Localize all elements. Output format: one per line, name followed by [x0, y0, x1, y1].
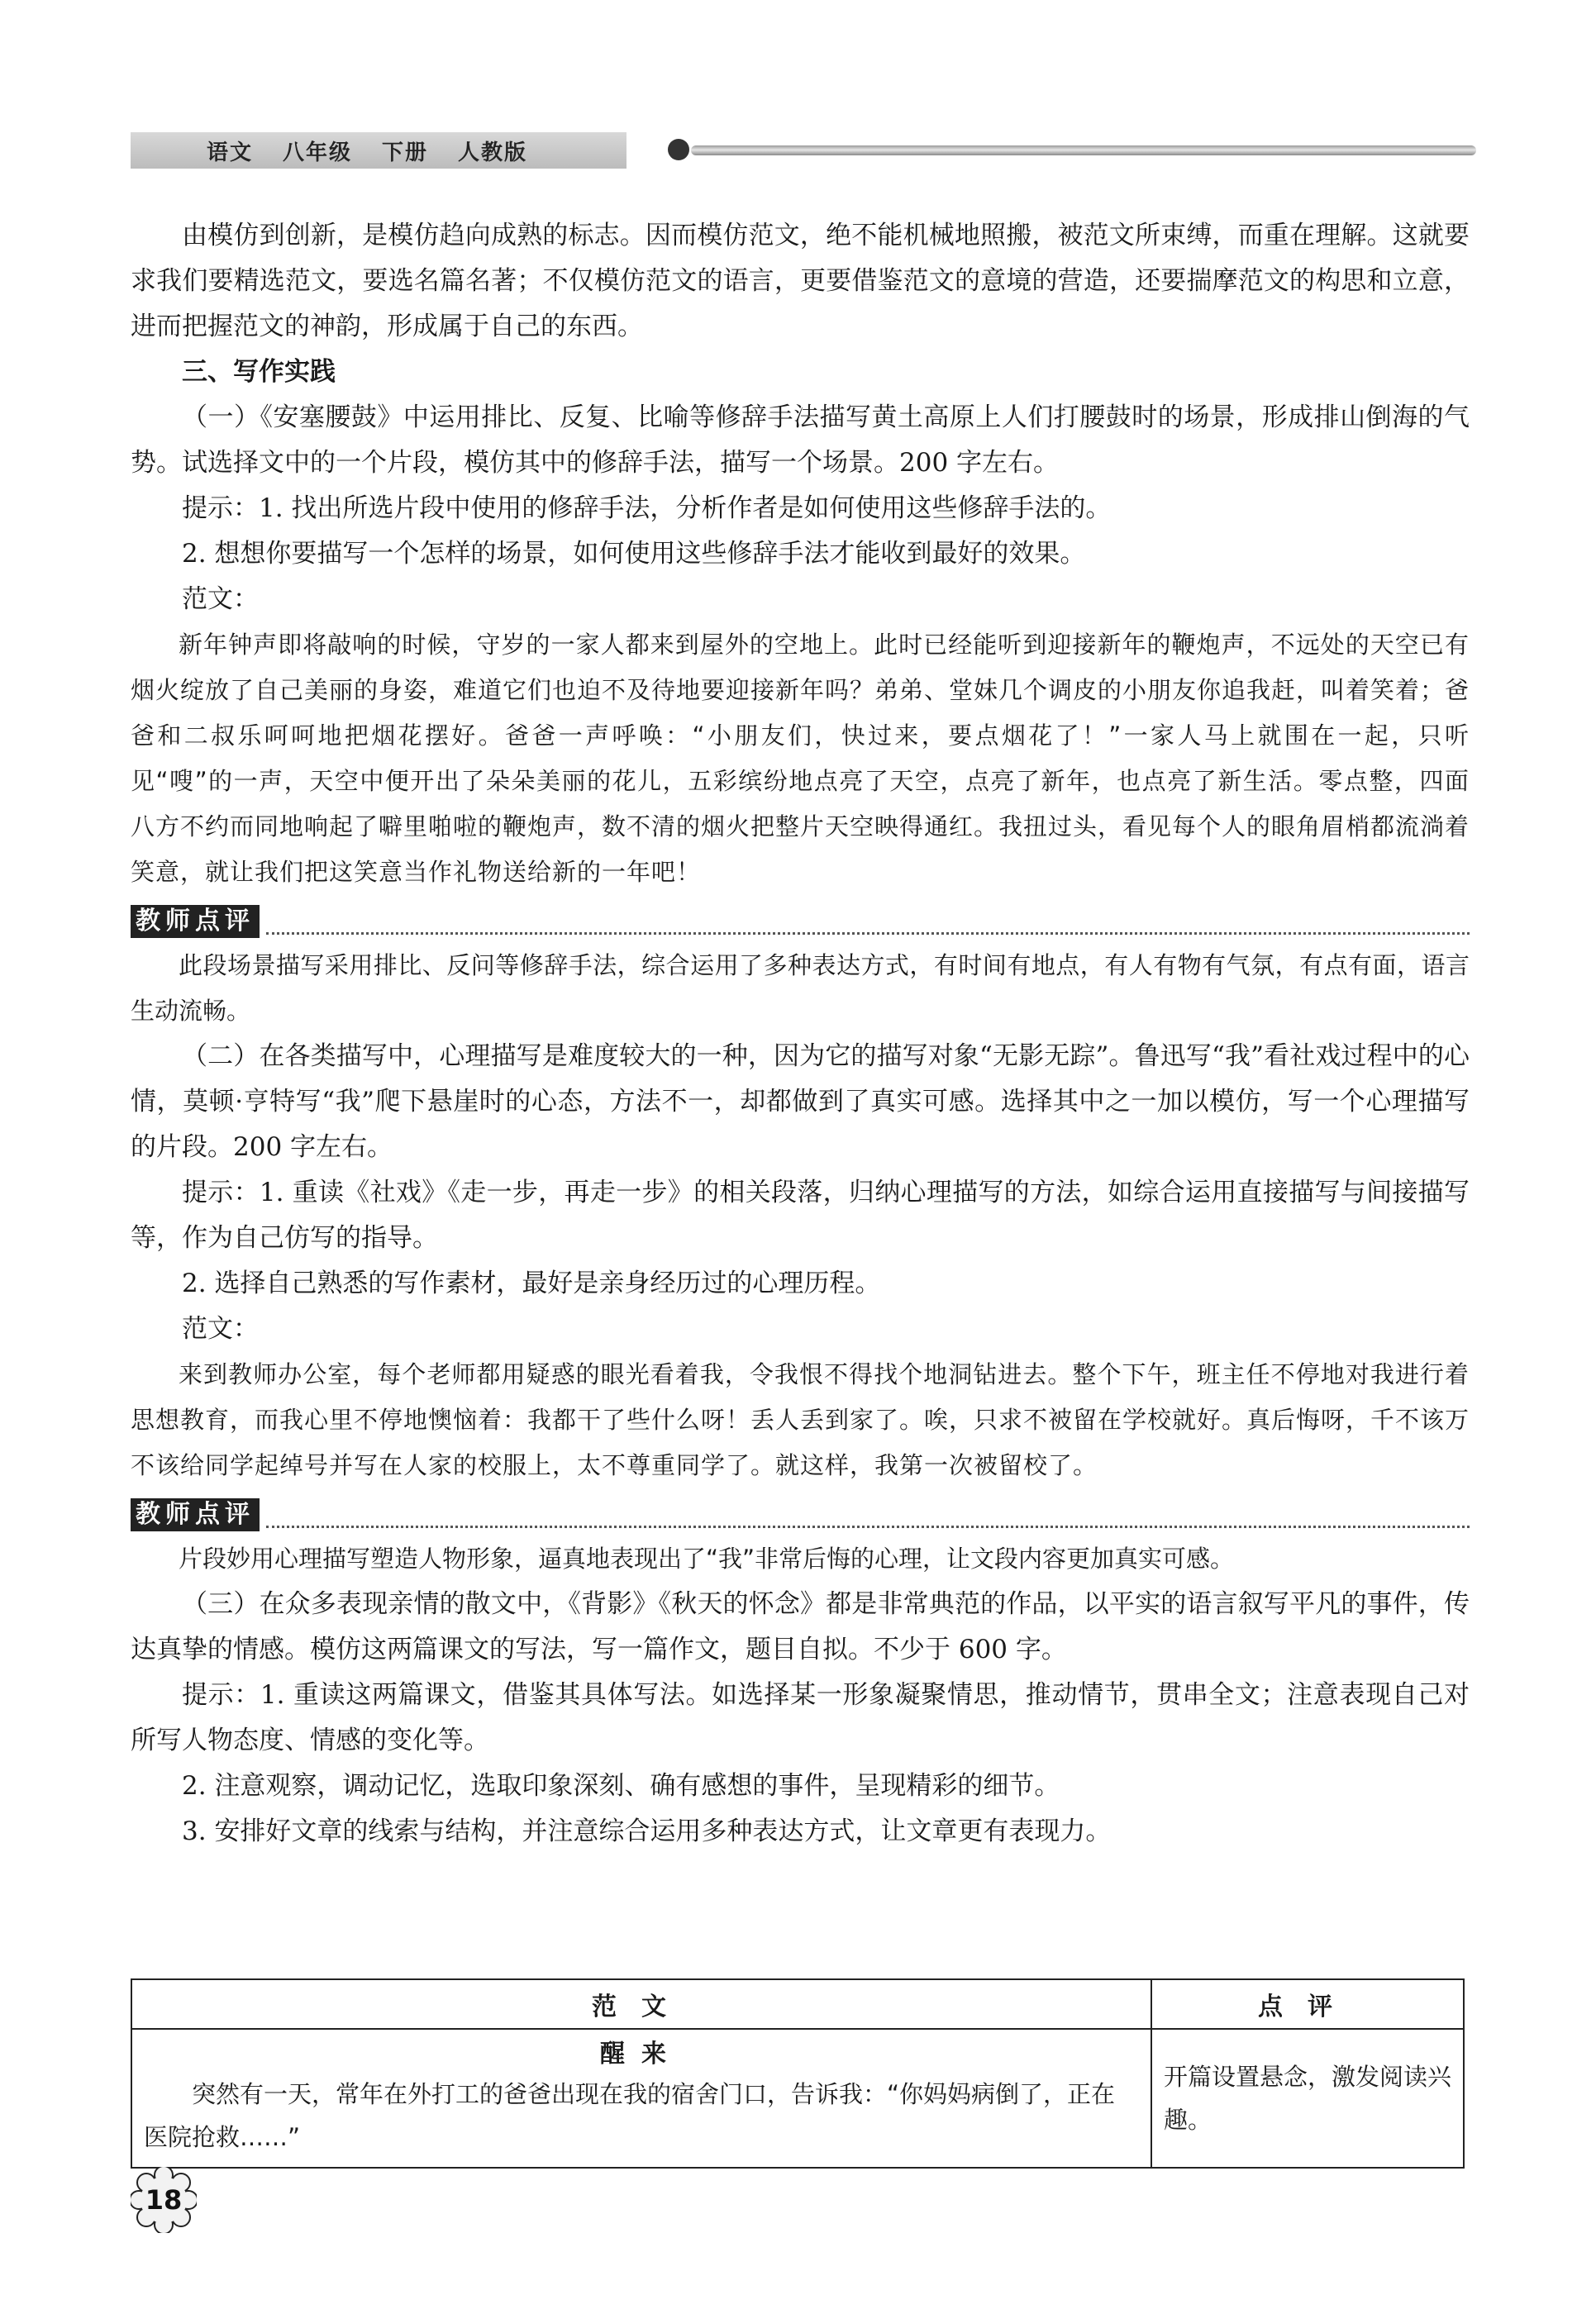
col-header-comment: 点评 — [1151, 1979, 1464, 2029]
teacher-review-label — [131, 1493, 1470, 1531]
essay-table — [131, 1978, 1465, 2169]
header-rule — [691, 145, 1476, 155]
dotted-rule — [266, 932, 1470, 935]
section-title: 三、写作实践 — [182, 357, 336, 387]
header-volume: 下册 — [382, 140, 429, 165]
task1-hint2: 2. 想想你要描写一个怎样的场景，如何使用这些修辞手法才能收到最好的效果。 — [182, 539, 1086, 569]
task3-prompt: （三）在众多表现亲情的散文中，《背影》《秋天的怀念》都是非常典范的作品，以平实的语言叙写平凡的事件，传达真挚的情感。模仿这两篇课文的写法，写一篇作文，题目自拟。不少于 600 字。 — [131, 1589, 1470, 1664]
task1-sample: 新年钟声即将敲响的时候，守岁的一家人都来到屋外的空地上。此时已经能听到迎接新年的鞭炮声，不远处的天空已有烟火绽放了自己美丽的身姿，难道它们也迫不及待地要迎接新年吗？弟弟、堂妹几个调皮的小朋友你追我赶，叫着笑着；爸爸和二叔乐呵呵地把烟花摆好。爸爸一声呼唤：“小朋友们，快过来，要点烟花了！”一家人马上就围在一起，只听见“嗖”的一声，天空中便开出了朵朵美丽的花儿，五彩缤纷地点亮了天空，点亮了新年，也点亮了新生活。零点整，四面八方不约而同地响起了噼里啪啦的鞭炮声，数不清的烟火把整片天空映得通红。我扭过头，看见每个人的眼角眉梢都流淌着笑意，就让我们把这笑意当作礼物送给新的一年吧！ — [131, 631, 1470, 886]
task2-hint2: 2. 选择自己熟悉的写作素材，最好是亲身经历过的心理历程。 — [182, 1269, 881, 1298]
task3-hint1: 提示：1. 重读这两篇课文，借鉴其具体写法。如选择某一形象凝聚情思，推动情节，贯串全文；注意表现自己对所写人物态度、情感的变化等。 — [131, 1680, 1470, 1755]
task1-review: 此段场景描写采用排比、反问等修辞手法，综合运用了多种表达方式，有时间有地点，有人有物有气氛，有点有面，语言生动流畅。 — [131, 951, 1470, 1025]
header-grade: 八年级 — [283, 140, 353, 165]
essay-body: 突然有一天，常年在外打工的爸爸出现在我的宿舍门口，告诉我：“你妈妈病倒了，正在医院抢救……” — [131, 2073, 1151, 2168]
header-subject: 语文 — [207, 140, 254, 165]
intro-paragraph: 由模仿到创新，是模仿趋向成熟的标志。因而模仿范文，绝不能机械地照搬，被范文所束缚，而重在理解。这就要求我们要精选范文，要选名篇名著；不仅模仿范文的语言，更要借鉴范文的意境的营造，还要揣摩范文的构思和立意，进而把握范文的神韵，形成属于自己的东西。 — [131, 221, 1470, 341]
teacher-review-label — [131, 900, 1470, 938]
task1-sample-label: 范文： — [182, 584, 259, 614]
dotted-rule — [266, 1526, 1470, 1528]
header-dot-ornament — [668, 139, 689, 160]
teacher-review-badge: 教师点评 — [131, 905, 260, 938]
task2-prompt: （二）在各类描写中，心理描写是难度较大的一种，因为它的描写对象“无影无踪”。鲁迅写“我”看社戏过程中的心情，莫顿·亨特写“我”爬下悬崖时的心态，方法不一，却都做到了真实可感。选择其中之一加以模仿，写一个心理描写的片段。200 字左右。 — [131, 1041, 1470, 1162]
task1-prompt: （一）《安塞腰鼓》中运用排比、反复、比喻等修辞手法描写黄土高原上人们打腰鼓时的场景，形成排山倒海的气势。试选择文中的一个片段，模仿其中的修辞手法，描写一个场景。200 字左右。 — [131, 402, 1470, 478]
page-number-badge — [131, 2167, 197, 2233]
task1-hint1: 提示：1. 找出所选片段中使用的修辞手法，分析作者是如何使用这些修辞手法的。 — [182, 493, 1112, 523]
header-edition: 人教版 — [458, 140, 528, 165]
task2-hint1: 提示：1. 重读《社戏》《走一步，再走一步》的相关段落，归纳心理描写的方法，如综合运用直接描写与间接描写等，作为自己仿写的指导。 — [131, 1178, 1470, 1253]
task2-sample-label: 范文： — [182, 1314, 259, 1344]
running-header — [131, 132, 626, 169]
teacher-review-badge: 教师点评 — [131, 1498, 260, 1531]
task3-hint3: 3. 安排好文章的线索与结构，并注意综合运用多种表达方式，让文章更有表现力。 — [182, 1816, 1112, 1846]
page-number: 18 — [145, 2184, 183, 2216]
task3-hint2: 2. 注意观察，调动记忆，选取印象深刻、确有感想的事件，呈现精彩的细节。 — [182, 1771, 1060, 1801]
essay-title: 醒来 — [131, 2029, 1151, 2073]
task2-sample: 来到教师办公室，每个老师都用疑惑的眼光看着我，令我恨不得找个地洞钻进去。整个下午，班主任不停地对我进行着思想教育，而我心里不停地懊恼着：我都干了些什么呀！丢人丢到家了。唉，只求不被留在学校就好。真后悔呀，千不该万不该给同学起绰号并写在人家的校服上，太不尊重同学了。就这样，我第一次被留校了。 — [131, 1360, 1470, 1479]
task2-review: 片段妙用心理描写塑造人物形象，逼真地表现出了“我”非常后悔的心理，让文段内容更加真实可感。 — [179, 1545, 1235, 1573]
col-header-sample: 范文 — [131, 1979, 1151, 2029]
page-content — [131, 213, 1470, 1855]
essay-comment: 开篇设置悬念，激发阅读兴趣。 — [1151, 2029, 1464, 2168]
